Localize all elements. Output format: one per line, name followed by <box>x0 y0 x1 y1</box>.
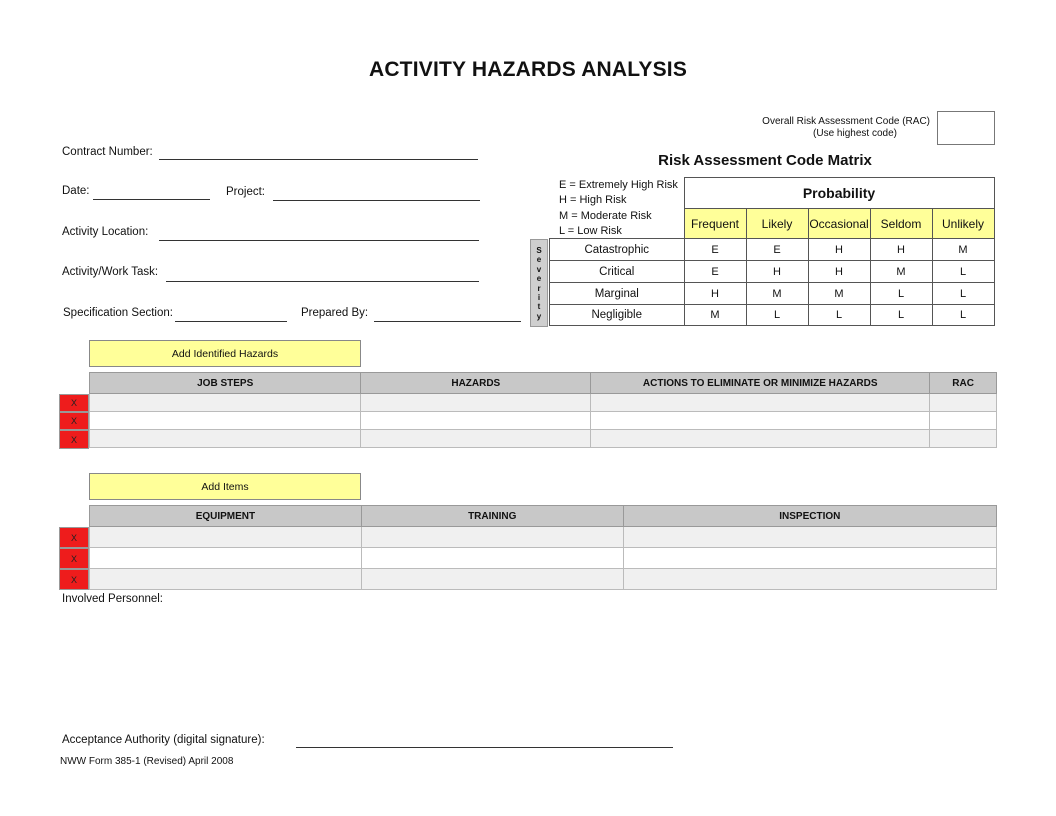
matrix-cell: E <box>684 261 746 283</box>
prob-unlikely: Unlikely <box>932 209 994 239</box>
table-row <box>90 527 997 548</box>
add-items-button[interactable]: Add Items <box>89 473 361 500</box>
activity-location-field[interactable] <box>159 240 479 241</box>
matrix-cell: E <box>746 239 808 261</box>
items-table <box>89 505 997 590</box>
severity-letter: i <box>537 293 541 303</box>
legend-item: E = Extremely High Risk <box>559 179 678 191</box>
matrix-cell: M <box>870 261 932 283</box>
training-input[interactable] <box>361 548 623 569</box>
delete-row-button[interactable]: X <box>59 412 89 430</box>
severity-letter: v <box>536 264 542 274</box>
severity-letter: t <box>537 302 541 312</box>
matrix-cell: L <box>870 283 932 305</box>
inspection-input[interactable] <box>623 548 996 569</box>
table-row <box>90 394 997 412</box>
action-input[interactable] <box>591 430 930 448</box>
contract-number-field[interactable] <box>159 159 478 160</box>
prob-frequent: Frequent <box>684 209 746 239</box>
rac-input[interactable] <box>930 394 997 412</box>
activity-task-label: Activity/Work Task: <box>62 266 159 278</box>
activity-location-label: Activity Location: <box>62 226 149 238</box>
prepared-by-label: Prepared By: <box>301 307 369 319</box>
matrix-cell: L <box>932 283 994 305</box>
legend-item: M = Moderate Risk <box>559 209 652 222</box>
page-title: ACTIVITY HAZARDS ANALYSIS <box>368 58 688 81</box>
job-step-input[interactable] <box>90 430 361 448</box>
matrix-cell: L <box>870 305 932 326</box>
job-step-input[interactable] <box>90 394 361 412</box>
overall-rac-line1: Overall Risk Assessment Code (RAC) <box>762 116 930 127</box>
action-input[interactable] <box>591 394 930 412</box>
prob-likely: Likely <box>746 209 808 239</box>
equipment-input[interactable] <box>90 548 362 569</box>
matrix-cell: E <box>684 239 746 261</box>
matrix-cell: L <box>932 305 994 326</box>
delete-row-button[interactable]: X <box>59 569 89 590</box>
matrix-cell: H <box>684 283 746 305</box>
date-label: Date: <box>62 185 90 197</box>
matrix-cell: M <box>746 283 808 305</box>
severity-letter: y <box>536 311 542 321</box>
col-job-steps: JOB STEPS <box>90 373 361 394</box>
severity-catastrophic: Catastrophic <box>550 239 685 261</box>
severity-letter: r <box>537 283 541 293</box>
matrix-cell: M <box>684 305 746 326</box>
severity-negligible: Negligible <box>550 305 685 326</box>
inspection-input[interactable] <box>623 569 996 590</box>
delete-row-button[interactable]: X <box>59 548 89 569</box>
hazard-input[interactable] <box>361 412 591 430</box>
matrix-cell: M <box>808 283 870 305</box>
training-input[interactable] <box>361 527 623 548</box>
project-label: Project: <box>226 186 265 198</box>
acceptance-signature-field[interactable] <box>296 747 673 748</box>
legend-item: H = High Risk <box>559 194 627 207</box>
equipment-input[interactable] <box>90 569 362 590</box>
matrix-cell: H <box>746 261 808 283</box>
table-row <box>90 430 997 448</box>
matrix-cell: M <box>932 239 994 261</box>
job-step-input[interactable] <box>90 412 361 430</box>
rac-input[interactable] <box>930 430 997 448</box>
delete-row-button[interactable]: X <box>59 394 89 412</box>
severity-marginal: Marginal <box>550 283 685 305</box>
col-rac: RAC <box>930 373 997 394</box>
add-hazards-button[interactable]: Add Identified Hazards <box>89 340 361 367</box>
col-equipment: EQUIPMENT <box>90 506 362 527</box>
training-input[interactable] <box>361 569 623 590</box>
action-input[interactable] <box>591 412 930 430</box>
table-row <box>90 569 997 590</box>
overall-rac-input[interactable] <box>937 111 995 145</box>
form-id: NWW Form 385-1 (Revised) April 2008 <box>60 756 234 767</box>
equipment-input[interactable] <box>90 527 362 548</box>
overall-rac-label <box>740 116 930 140</box>
legend-item: L = Low Risk <box>559 224 622 237</box>
matrix-cell: L <box>932 261 994 283</box>
severity-axis-label <box>530 239 548 327</box>
severity-letter: S <box>536 246 542 255</box>
risk-matrix <box>549 177 995 326</box>
probability-header: Probability <box>684 178 994 209</box>
activity-task-field[interactable] <box>166 281 479 282</box>
col-actions: ACTIONS TO ELIMINATE OR MINIMIZE HAZARDS <box>591 373 930 394</box>
spec-section-field[interactable] <box>175 321 287 322</box>
acceptance-authority-label: Acceptance Authority (digital signature): <box>62 734 265 746</box>
table-row <box>90 412 997 430</box>
severity-letter: e <box>536 255 542 265</box>
matrix-cell: H <box>808 239 870 261</box>
matrix-title: Risk Assessment Code Matrix <box>658 152 872 169</box>
delete-row-button[interactable]: X <box>59 430 89 449</box>
prepared-by-field[interactable] <box>374 321 521 322</box>
delete-row-button[interactable]: X <box>59 527 89 548</box>
hazard-input[interactable] <box>361 430 591 448</box>
date-field[interactable] <box>93 199 210 200</box>
matrix-cell: L <box>808 305 870 326</box>
col-hazards: HAZARDS <box>361 373 591 394</box>
col-training: TRAINING <box>361 506 623 527</box>
rac-input[interactable] <box>930 412 997 430</box>
severity-critical: Critical <box>550 261 685 283</box>
matrix-cell: H <box>870 239 932 261</box>
prob-occasional: Occasional <box>808 209 870 239</box>
matrix-cell: H <box>808 261 870 283</box>
involved-personnel-label: Involved Personnel: <box>62 593 164 605</box>
inspection-input[interactable] <box>623 527 996 548</box>
overall-rac-line2: (Use highest code) <box>813 128 897 139</box>
hazard-input[interactable] <box>361 394 591 412</box>
hazards-table <box>89 372 997 448</box>
table-row <box>90 548 997 569</box>
severity-letter: e <box>536 274 542 284</box>
prob-seldom: Seldom <box>870 209 932 239</box>
col-inspection: INSPECTION <box>623 506 996 527</box>
project-field[interactable] <box>273 200 480 201</box>
matrix-cell: L <box>746 305 808 326</box>
spec-section-label: Specification Section: <box>63 307 173 319</box>
contract-number-label: Contract Number: <box>62 146 153 158</box>
